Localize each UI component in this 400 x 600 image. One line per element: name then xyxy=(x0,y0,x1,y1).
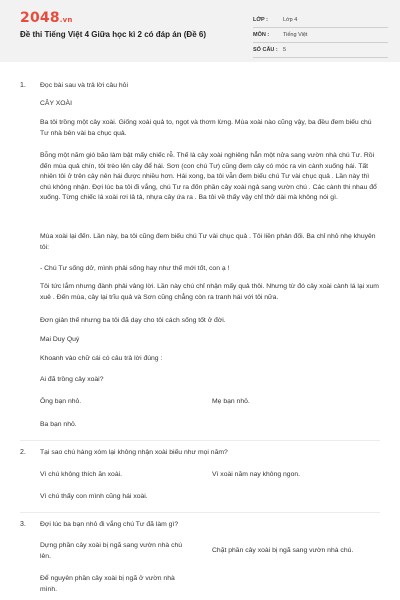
answer-option[interactable]: Chặt phần cây xoài bị ngã sang vườn nhà chú. xyxy=(212,547,354,554)
meta-subject: MÔN : Tiếng Việt xyxy=(253,28,388,43)
story-paragraph: Mùa xoài lại đến. Lần này, ba tôi cũng đem biếu chú Tư vài chục quả . Tôi liền phản đối. Ba chỉ nhỏ nhẹ khuyên tôi: xyxy=(40,233,376,251)
question-prompt: Đọc bài sau và trả lời câu hỏi xyxy=(40,82,128,89)
answer-option[interactable]: Vì chú không thích ăn xoài. xyxy=(40,471,122,478)
answer-option[interactable]: Ba bạn nhỏ. xyxy=(40,421,77,428)
site-logo[interactable]: 2048.vn xyxy=(20,10,73,26)
answer-option[interactable]: Vì chú thấy con mình cũng hái xoài. xyxy=(40,493,148,500)
answer-option[interactable]: Vì xoài năm nay không ngon. xyxy=(212,471,301,478)
exam-meta xyxy=(253,13,388,58)
story-author: Mai Duy Quý xyxy=(40,336,80,343)
exam-header xyxy=(0,0,400,62)
question-number: 2. xyxy=(20,449,26,456)
answer-option[interactable]: Dựng phần cây xoài bị ngã sang vườn nhà chú lên. xyxy=(40,542,183,560)
sub-question: Ai đã trồng cây xoài? xyxy=(40,376,104,383)
exam-title: Đề thi Tiếng Việt 4 Giữa học kì 2 có đáp án (Đề 6) xyxy=(20,30,206,39)
meta-class: LỚP : Lớp 4 xyxy=(253,13,388,28)
story-title: CÂY XOÀI xyxy=(40,100,72,107)
divider xyxy=(20,512,380,513)
story-paragraph: Ba tôi trồng một cây xoài. Giống xoài quả to, ngọt và thơm lừng. Mùa xoài nào cũng vậy, ba đều đem biếu chú Tư nhà bên vài ba chục quả. xyxy=(40,119,372,137)
story-paragraph: - Chú Tư sống dở, mình phải sống hay như thế mới tốt, con ạ ! xyxy=(40,265,230,272)
story-paragraph: Bỗng một năm gió bão làm bật mấy chiếc rễ. Thế là cây xoài nghiêng hẳn một nửa sang vườn nhà chú Tư. Rồi đến mùa quả chín, tôi trèo lên cây để hái. Sơn (con chú Tư) cũng đem cây có móc ra vin cành xuống hái. Tất nhiên tôi ở trên cây nên hái được nhiều hơn. Hái xong, ba tôi vẫn đem biếu chú Tư vài chục quả . Lần này thì chú không nhận. Đợi lúc ba tôi đi vắng, chú Tư ra đốn phần cây xoài ngả sang vườn chú . Các cành thi nhau đổ xuống. Từng chiếc lá xoài rơi lả tả, nhựa cây ứa ra . Ba tôi về thấy vậy chỉ thở dài mà không nói gì. xyxy=(40,152,377,201)
question-number: 1. xyxy=(20,82,26,89)
question-text: Tại sao chú hàng xóm lại không nhận xoài biếu như mọi năm? xyxy=(40,449,228,456)
meta-question-count: SỐ CÂU : 5 xyxy=(253,43,388,58)
divider xyxy=(20,440,380,441)
answer-option[interactable]: Mẹ bạn nhỏ. xyxy=(212,398,250,405)
instruction: Khoanh vào chữ cái có câu trả lời đúng : xyxy=(40,355,163,362)
story-paragraph: Đơn giản thế nhưng ba tôi đã dạy cho tôi cách sống tốt ở đời. xyxy=(40,317,226,324)
question-number: 3. xyxy=(20,521,26,528)
story-paragraph: Tôi tức lắm nhưng đành phải vâng lời. Lần này chú chỉ nhận mấy quả thôi. Nhưng từ đó cây xoài cành lá lại xum xuê . Đến mùa, cây lại trĩu quả và Sơn cũng chẳng còn ra tranh hái với tôi nữa. xyxy=(40,283,379,301)
question-text: Đợi lúc ba bạn nhỏ đi vắng chú Tư đã làm gì? xyxy=(40,521,179,528)
answer-option[interactable]: Ông bạn nhỏ. xyxy=(40,398,82,405)
answer-option[interactable]: Để nguyên phần cây xoài bị ngã ở vườn nhà mình. xyxy=(40,575,175,593)
